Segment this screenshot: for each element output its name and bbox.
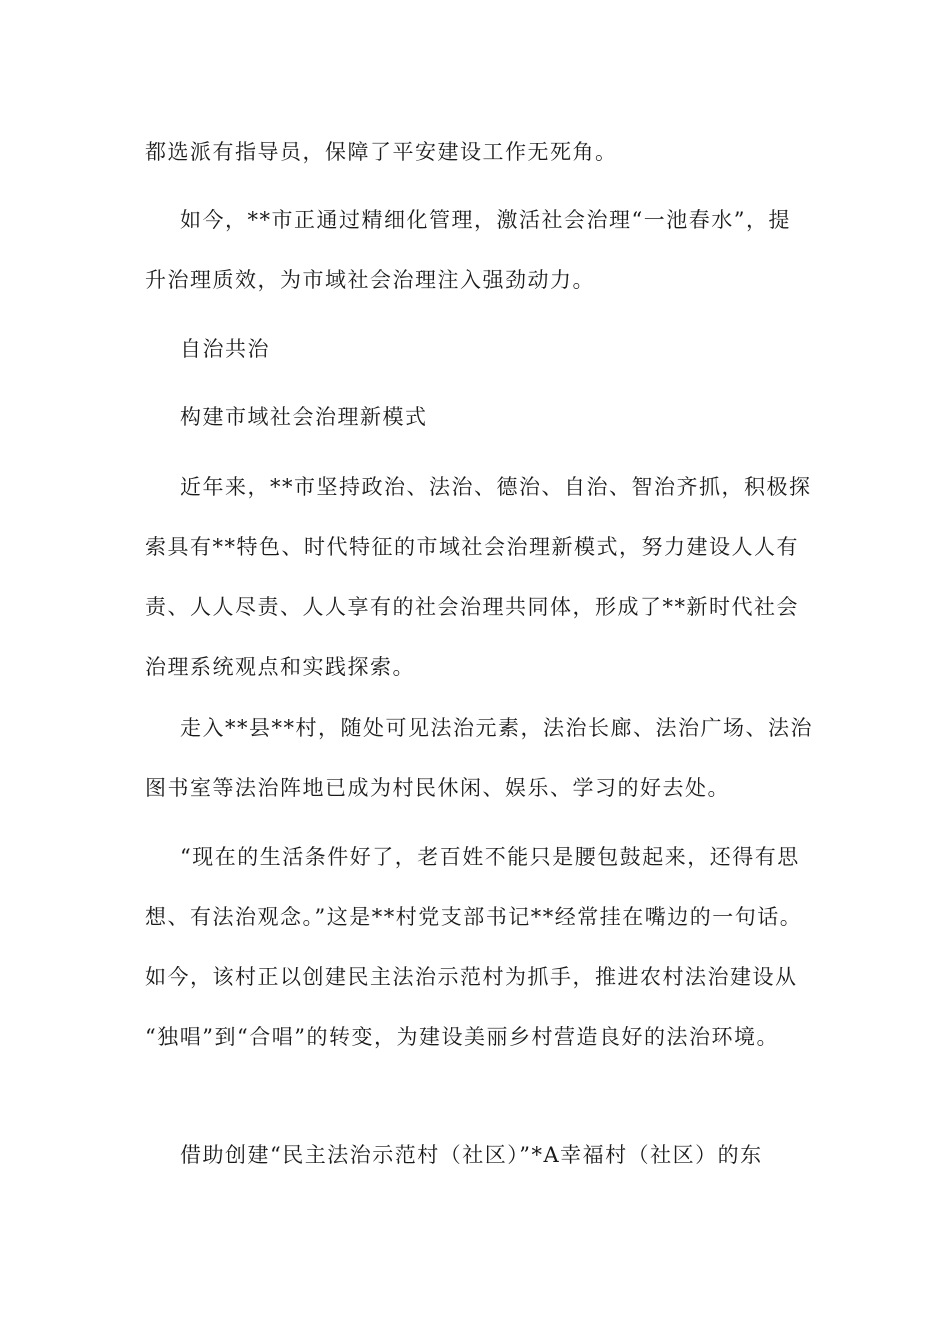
text-line: 想、有法治观念。”这是**村党支部书记**经常挂在嘴边的一句话。 [145, 905, 803, 929]
text-line: 如今，该村正以创建民主法治示范村为抓手，推进农村法治建设从 [145, 965, 798, 989]
text-line: 如今，**市正通过精细化管理，激活社会治理“一池春水”，提 [180, 208, 791, 232]
text-line: 治理系统观点和实践探索。 [145, 655, 415, 679]
text-line: 升治理质效，为市域社会治理注入强劲动力。 [145, 268, 595, 292]
text-line: 近年来，**市坚持政治、法治、德治、自治、智治齐抓，积极探 [180, 475, 812, 499]
section-subheading: 构建市域社会治理新模式 [180, 405, 428, 429]
text-line: “独唱”到“合唱”的转变，为建设美丽乡村营造良好的法治环境。 [145, 1025, 779, 1049]
text-line: 借助创建“民主法治示范村（社区）”*A幸福村（社区）的东 [180, 1143, 763, 1167]
text-line: 索具有**特色、时代特征的市域社会治理新模式，努力建设人人有 [145, 535, 799, 559]
text-line: 走入**县**村，随处可见法治元素，法治长廊、法治广场、法治 [180, 716, 813, 740]
text-line: 图书室等法治阵地已成为村民休闲、娱乐、学习的好去处。 [145, 776, 730, 800]
text-line: “现在的生活条件好了，老百姓不能只是腰包鼓起来，还得有思 [180, 845, 800, 869]
section-heading: 自治共治 [180, 337, 270, 361]
text-line: 责、人人尽责、人人享有的社会治理共同体，形成了**新时代社会 [145, 595, 799, 619]
text-line: 都选派有指导员，保障了平安建设工作无死角。 [145, 140, 618, 164]
